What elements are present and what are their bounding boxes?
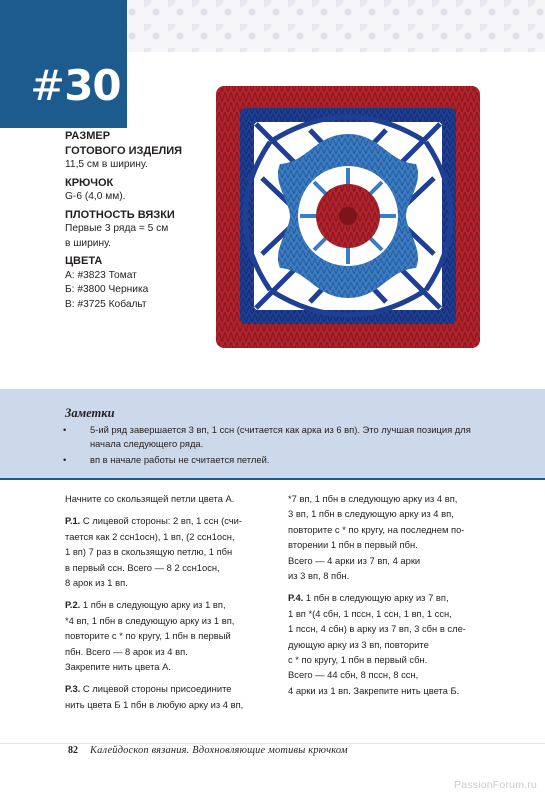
spec-hook (65, 176, 215, 205)
color-item: Б: #3800 Черника (65, 284, 149, 295)
specs-panel (65, 129, 215, 315)
row-2: Р.2. 1 пбн в следующую арку из 1 вп, *4 вп, 1 пбн в следующую арку из 1 вп, повторите с * по кругу, 1 пбн в первый пбн. Всего — 8 арок из 4 вп. Закрепите нить цвета А. (65, 599, 235, 673)
notes-box (0, 389, 545, 479)
watermark: PassionForum.ru (454, 779, 537, 791)
note-item: • 5-ий ряд завершается 3 вп, 1 ссн (считается как арка из 6 вп). Это лучшая позиция для начала следующего ряда. (63, 424, 471, 449)
row-3: Р.3. С лицевой стороны присоедините нить цвета Б 1 пбн в любую арку из 4 вп, (65, 683, 244, 710)
spec-gauge (65, 208, 215, 252)
spec-size-title: РАЗМЕР (65, 130, 111, 142)
crochet-motif-illustration (210, 82, 488, 354)
row-label: Р.1. (65, 515, 81, 527)
row-4: Р.4. 1 пбн в следующую арку из 7 вп, 1 вп *(4 сбн, 1 пссн, 1 ссн, 1 вп, 1 ссн, 1 пссн, 4 сбн) в арку из 7 вп, 3 сбн в сле- дующую арку из 3 вп, повторите с * по кругу, 1 пбн в первый сбн. Всего — 44 сбн, 8 пссн, 8 ссн, 4 арки из 1 вп. Закрепите нить цвета Б. (288, 592, 466, 696)
color-item: В: #3725 Кобальт (65, 298, 147, 310)
row-label: Р.4. (288, 592, 304, 604)
page-number: 82 (68, 745, 78, 756)
footer-divider (0, 743, 545, 744)
spec-size (65, 129, 215, 173)
spec-gauge-value-2: в ширину. (65, 237, 111, 249)
row-3-continued: *7 вп, 1 пбн в следующую арку из 4 вп, 3 вп, 1 пбн в следующую арку из 4 вп, повторите с * по кругу, на последнем по- вторении 1 пбн в первый пбн. Всего — 4 арки из 7 вп, 4 арки из 3 вп, 8 пбн. (288, 493, 465, 582)
pattern-number: #30 (30, 61, 121, 110)
spec-size-title-2: ГОТОВОГО ИЗДЕЛИЯ (65, 144, 183, 157)
book-title: Калейдоскоп вязания. Вдохновляющие мотивы крючком (90, 745, 348, 756)
spec-size-value: 11,5 см в ширину. (65, 159, 148, 170)
row-label: Р.2. (65, 599, 81, 611)
color-item: А: #3823 Томат (65, 269, 137, 281)
notes-title: Заметки (65, 406, 115, 420)
spec-hook-title: КРЮЧОК (65, 176, 114, 189)
spec-colors-title: ЦВЕТА (65, 255, 103, 267)
row-label: Р.3. (65, 683, 81, 695)
note-item: • вп в начале работы не считается петлей. (63, 454, 270, 465)
pattern-number-block (0, 0, 127, 128)
motif-center-hole (339, 207, 357, 225)
notes-list (63, 423, 503, 469)
spec-gauge-value: Первые 3 ряда = 5 см (65, 223, 169, 234)
spec-colors (65, 254, 215, 312)
row-1: Р.1. С лицевой стороны: 2 вп, 1 ссн (счи- тается как 2 ссн1осн), 1 вп, (2 ссн1осн, 1 вп) 7 раз в скользящую петлю, 1 пбн в первый ссн. Всего — 8 2 ссн1осн, 8 арок из 1 вп. (65, 515, 243, 589)
notes-divider (0, 478, 545, 480)
intro-text: Начните со скользящей петли цвета А. (65, 493, 235, 504)
instructions-left-column (65, 491, 275, 719)
crochet-motif-photo (210, 82, 488, 354)
bullet-icon: • (63, 454, 67, 465)
bullet-icon: • (63, 424, 67, 435)
spec-gauge-title: ПЛОТНОСТЬ ВЯЗКИ (65, 208, 175, 221)
instructions-right-column (288, 491, 493, 705)
spec-hook-value: G-6 (4,0 мм). (65, 191, 126, 202)
